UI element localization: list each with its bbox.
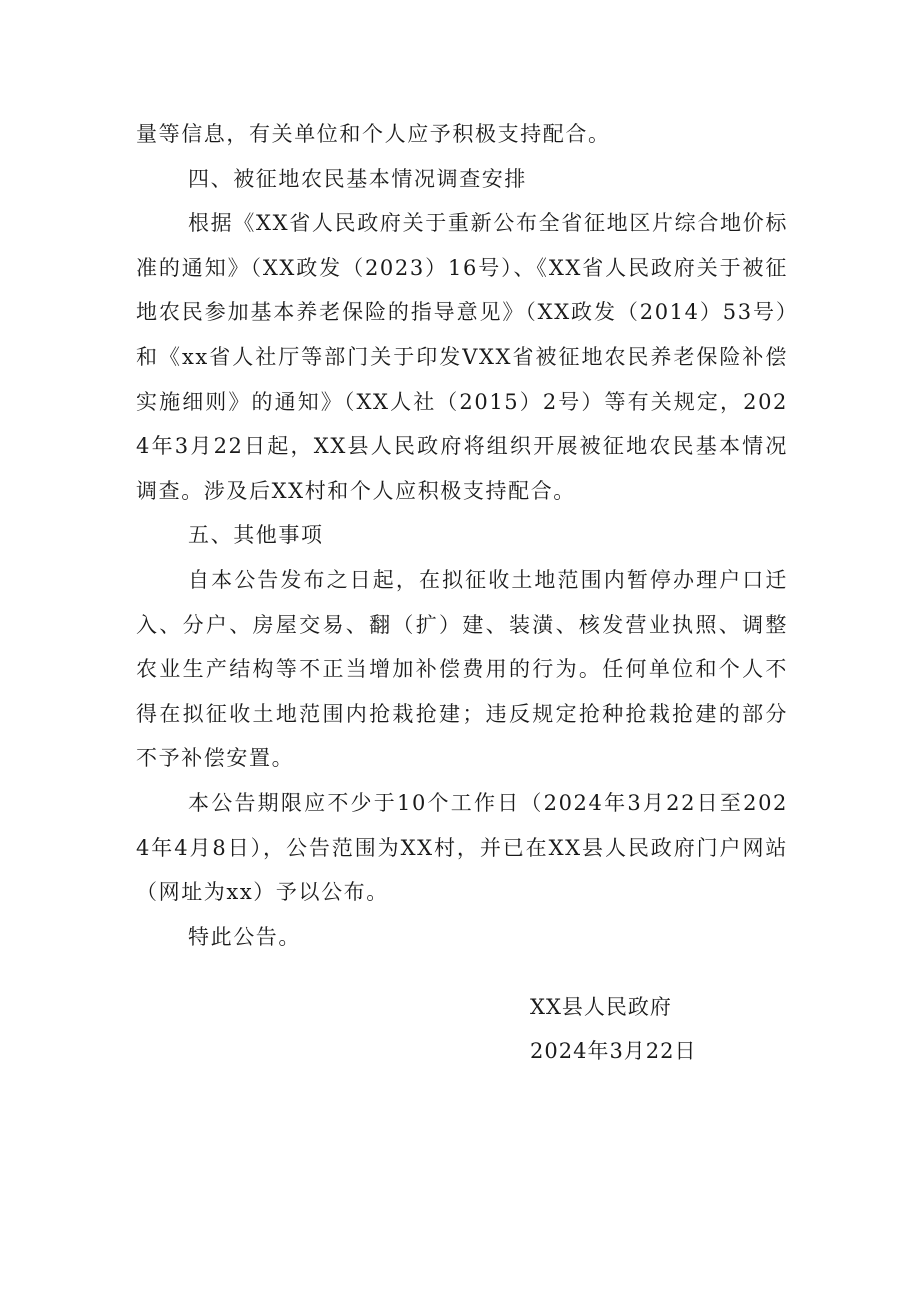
section-5-heading: 五、其他事项 (188, 523, 324, 548)
notice-period-paragraph: 本公告期限应不少于10个工作日（2024年3月22日至2024年4月8日），公告范围为XX村，并已在XX县人民政府门户网站（网址为xx）予以公布。 (136, 790, 788, 905)
continuation-paragraph: 量等信息，有关单位和个人应予积极支持配合。 (136, 122, 611, 146)
section-4-heading: 四、被征地农民基本情况调查安排 (188, 166, 527, 191)
section-4-body: 根据《XX省人民政府关于重新公布全省征地区片综合地价标准的通知》（XX政发（2023）16号）、《XX省人民政府关于被征地农民参加基本养老保险的指导意见》（XX政发（2014）53号）和《xx省人社厅等部门关于印发VXX省被征地农民养老保险补偿实施细则》的通知》（XX人社（2015）2号）等有关规定，2024年3月22日起，XX县人民政府将组织开展被征地农民基本情况调查。涉及后XX村和个人应积极支持配合。 (136, 211, 788, 503)
signature-block (530, 985, 830, 1073)
issuer-name: XX县人民政府 (530, 995, 672, 1019)
issue-date: 2024年3月22日 (530, 1039, 697, 1063)
section-5-body: 自本公告发布之日起，在拟征收土地范围内暂停办理户口迁入、分户、房屋交易、翻（扩）建、装潢、核发营业执照、调整农业生产结构等不正当增加补偿费用的行为。任何单位和个人不得在拟征收土地范围内抢栽抢建；违反规定抢种抢栽抢建的部分不予补偿安置。 (136, 567, 788, 771)
closing-statement: 特此公告。 (188, 924, 301, 949)
document-body (136, 112, 788, 959)
